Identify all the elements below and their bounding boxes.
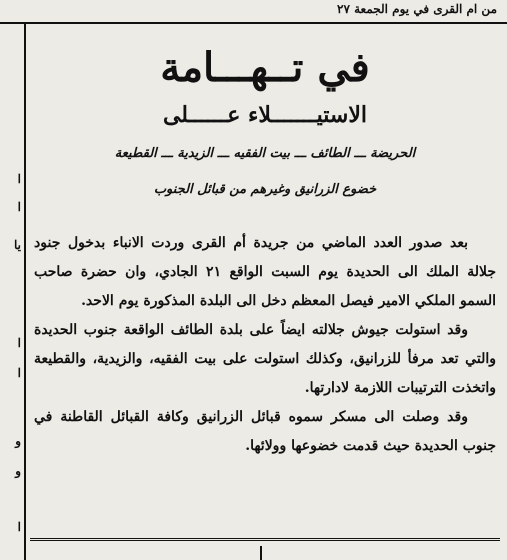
left-fragment: ا (17, 172, 21, 186)
article-paragraph: وقد وصلت الى مسكر سموه قبائل الزرانيق وكافة القبائل القاطنة في جنوب الحديدة حيث قدمت خضوعها وولائها. (34, 409, 496, 454)
masthead-strip (0, 0, 507, 24)
left-column-fragment (0, 24, 26, 560)
article-paragraph: بعد صدور العدد الماضي من جريدة أم القرى وردت الانباء بدخول جنود جلالة الملك الى الحديدة يوم السبت الواقع ٢١ الجادي، وان حضرة صاحب السمو الملكي الامير فيصل المعظم دخل الى البلدة المذكورة يوم الاحد. (34, 235, 497, 309)
left-fragment: ا (17, 336, 21, 350)
article (28, 24, 502, 534)
article-body (34, 229, 496, 461)
article-paragraph: وقد استولت جيوش جلالته ايضاً على بلدة الطائف الواقعة جنوب الحديدة والتي تعد مرفأ للزرانيق، وكذلك استولت على بيت الفقيه، والزيدية، والقطيعة واتخذت الترتيبات اللازمة لادارتها. (34, 322, 496, 396)
article-places-line: الحريضة ـــ الطائف ـــ بيت الفقيه ـــ الزيدية ـــ القطيعة (114, 146, 416, 161)
left-fragment: و (15, 434, 21, 448)
article-subtitle: الاستيـــــــلاء عــــــلى (162, 102, 368, 128)
next-article-strip (30, 546, 500, 560)
left-fragment: ا (17, 200, 21, 214)
left-fragment: ا (17, 366, 21, 380)
masthead-text: من ام القرى في يوم الجمعة ٢٧ (337, 2, 497, 16)
article-title: في تــهـــامة (160, 44, 370, 91)
article-summary: خضوع الزرانيق وغيرهم من قبائل الجنوب (153, 182, 377, 197)
left-fragment: يا (14, 238, 21, 252)
left-fragment: و (15, 464, 21, 478)
bottom-divider-rule (30, 538, 500, 541)
left-fragment: ا (17, 520, 21, 534)
column-divider (260, 546, 262, 560)
